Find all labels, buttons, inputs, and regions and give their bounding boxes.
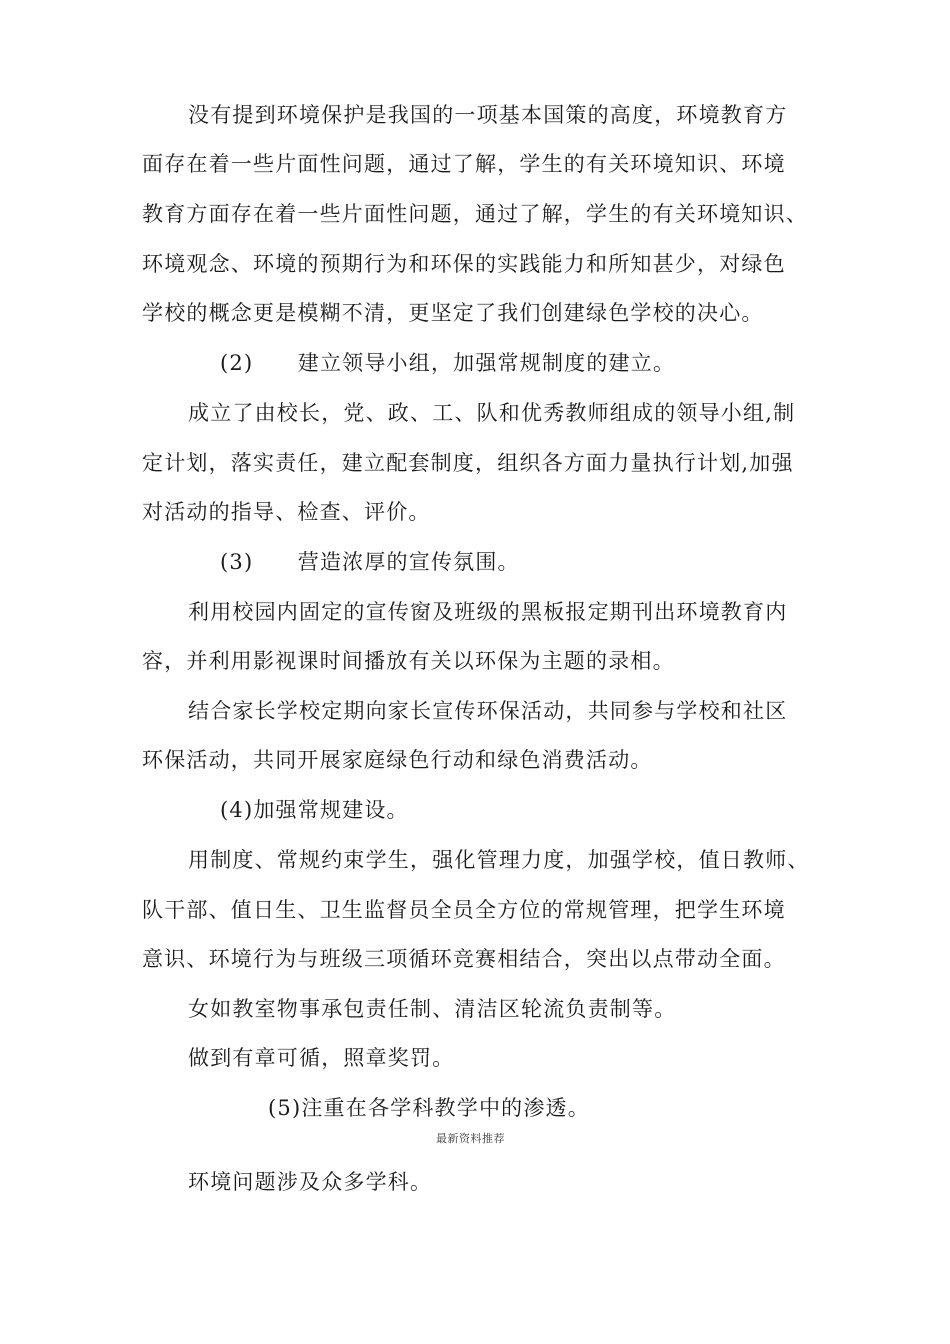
text-line-6: 成立了由校长，党、政、工、队和优秀教师组成的领导小组,制 xyxy=(188,401,796,425)
text-line-3: 教育方面存在着一些片面性问题，通过了解，学生的有关环境知识、 xyxy=(142,202,808,226)
text-line-7: 定计划，落实责任，建立配套制度，组织各方面力量执行计划,加强 xyxy=(142,451,794,475)
text-line-14: 队干部、值日生、卫生监督员全员全方位的常规管理，把学生环境 xyxy=(142,898,786,922)
text-line-13: 用制度、常规约束学生，强化管理力度，加强学校，值日教师、 xyxy=(188,848,810,872)
text-line-8: 对活动的指导、检查、评价。 xyxy=(142,500,431,524)
section-heading-4: (4)加强常规建设。 xyxy=(220,798,409,822)
text-line-1: 没有提到环境保护是我国的一项基本国策的高度，环境教育方 xyxy=(188,103,788,127)
section-heading-5: (5)注重在各学科教学中的渗透。 xyxy=(268,1096,590,1120)
text-line-9: 利用校园内固定的宣传窗及班级的黑板报定期刊出环境教育内 xyxy=(188,600,788,624)
text-line-11: 结合家长学校定期向家长宣传环保活动，共同参与学校和社区 xyxy=(188,699,788,723)
text-line-15: 意识、环境行为与班级三项循环竞赛相结合，突出以点带动全面。 xyxy=(142,947,786,971)
text-line-17: 做到有章可循，照章奖罚。 xyxy=(188,1046,455,1070)
text-line-4: 环境观念、环境的预期行为和环保的实践能力和所知甚少，对绿色 xyxy=(142,252,786,276)
section-heading-2: (2) 建立领导小组，加强常规制度的建立。 xyxy=(220,351,676,375)
text-line-18: 环境问题涉及众多学科。 xyxy=(188,1170,433,1194)
text-line-5: 学校的概念更是模糊不清，更坚定了我们创建绿色学校的决心。 xyxy=(142,301,764,325)
page-footer: 最新资料推荐 xyxy=(436,1132,505,1145)
text-line-10: 容，并利用影视课时间播放有关以环保为主题的录相。 xyxy=(142,649,675,673)
section-heading-3: (3) 营造浓厚的宣传氛围。 xyxy=(220,550,520,574)
text-line-2: 面存在着一些片面性问题，通过了解，学生的有关环境知识、环境 xyxy=(142,152,786,176)
text-line-16: 女如教室物事承包责任制、清洁区轮流负责制等。 xyxy=(188,997,677,1021)
text-line-12: 环保活动，共同开展家庭绿色行动和绿色消费活动。 xyxy=(142,748,653,772)
